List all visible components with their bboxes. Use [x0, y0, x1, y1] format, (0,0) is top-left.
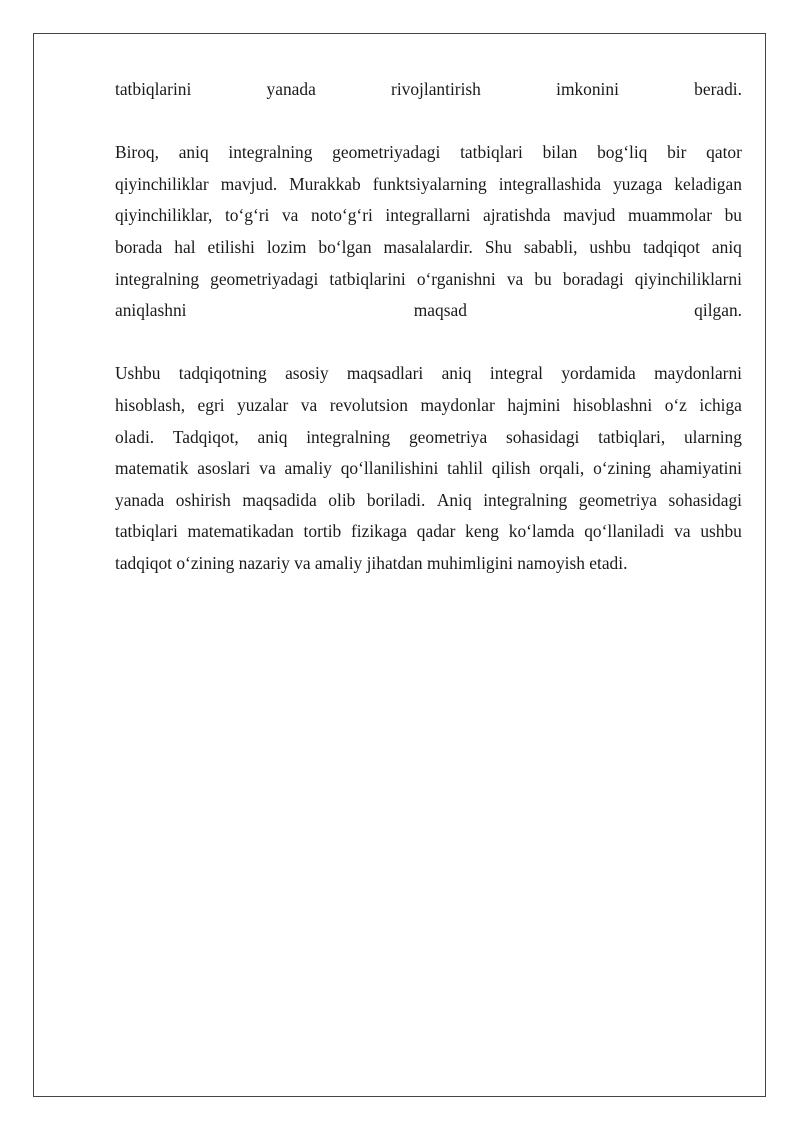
word: fizikaga: [351, 521, 408, 542]
word: va: [259, 458, 276, 479]
word: sohasidagi: [505, 426, 580, 447]
word: lozim: [266, 236, 307, 257]
word: etilishi: [207, 236, 255, 257]
word: mavjud.: [220, 173, 278, 194]
word: integral: [489, 363, 543, 384]
word: bog‘liq: [597, 142, 648, 163]
word: qo‘llaniladi: [584, 521, 665, 542]
word: yanada: [266, 79, 316, 99]
word: asosiy: [285, 363, 329, 384]
word: aniq: [711, 236, 742, 257]
word: matematikadan: [187, 521, 294, 542]
word: aniqlashni: [115, 300, 187, 321]
word: o‘rganishni: [416, 268, 496, 289]
word: aniq: [257, 426, 288, 447]
word: oshirish: [175, 489, 231, 510]
word: maydonlar: [420, 394, 495, 415]
word: sababli,: [523, 236, 578, 257]
word: geometriya: [408, 426, 488, 447]
text-line: [115, 453, 742, 485]
text-line: [115, 422, 742, 454]
word: egri: [197, 394, 225, 415]
word: keng: [465, 521, 499, 542]
text-line: tadqiqot o‘zining nazariy va amaliy jihatdan muhimligini namoyish etadi.: [115, 552, 628, 573]
word: tatbiqlarini: [115, 79, 192, 99]
word: geometriya: [578, 489, 658, 510]
word: tatbiqlari: [115, 521, 178, 542]
word: revolutsion: [329, 394, 408, 415]
text-line: [115, 137, 742, 169]
word: amaliy: [284, 458, 332, 479]
word: rivojlantirish: [391, 79, 481, 99]
word: integrallarni: [385, 205, 471, 226]
word: imkonini: [556, 79, 619, 99]
word: aniq: [178, 142, 209, 163]
document-body: [115, 74, 742, 580]
word: tatbiqlarini: [329, 268, 406, 289]
word: tadqiqotning: [178, 363, 267, 384]
word: oladi.: [115, 426, 155, 447]
word: ajratishda: [483, 205, 551, 226]
word: Tadqiqot,: [172, 426, 239, 447]
word: geometriyadagi: [210, 268, 319, 289]
word: muammolar: [627, 205, 713, 226]
word: olib: [328, 489, 356, 510]
text-line: [115, 485, 742, 517]
word: maqsad: [413, 300, 467, 321]
text-line: [115, 232, 742, 264]
word: o‘zining: [593, 458, 652, 479]
word: bilan: [542, 142, 578, 163]
word: mavjud: [563, 205, 616, 226]
word: Aniq: [436, 489, 472, 510]
word: qiyinchiliklar,: [115, 205, 213, 226]
word: bir: [667, 142, 687, 163]
word: sohasidagi: [668, 489, 742, 510]
word: integralning: [483, 489, 568, 510]
word: integralning: [228, 142, 313, 163]
paragraph: [115, 358, 742, 579]
word: Murakkab: [289, 173, 361, 194]
word: Shu: [484, 236, 512, 257]
text-line: [115, 295, 742, 327]
word: asoslari: [197, 458, 251, 479]
word: ularning: [683, 426, 742, 447]
paragraph: [115, 137, 742, 327]
word: Biroq,: [115, 142, 159, 163]
word: va: [506, 268, 524, 289]
word: yordamida: [561, 363, 636, 384]
paragraph: [115, 74, 742, 106]
word: maydonlarni: [654, 363, 742, 384]
word: ushbu: [589, 236, 631, 257]
word: qo‘llanilishini: [340, 458, 439, 479]
word: qiyinchiliklar: [115, 173, 209, 194]
word: qadar: [416, 521, 456, 542]
text-line: [115, 74, 742, 106]
word: yanada: [115, 489, 165, 510]
word: o‘z: [664, 394, 687, 415]
word: to‘g‘ri: [224, 205, 270, 226]
word: integralning: [306, 426, 391, 447]
paragraph-gap: [115, 106, 742, 138]
word: tahlil: [447, 458, 483, 479]
text-line: [115, 169, 742, 201]
word: hisoblashni: [572, 394, 653, 415]
text-line: [115, 264, 742, 296]
word: maqsadlari: [346, 363, 424, 384]
word: matematik: [115, 458, 189, 479]
word: yuzaga: [613, 173, 663, 194]
word: borada: [115, 236, 163, 257]
text-line: [115, 390, 742, 422]
word: va: [300, 394, 318, 415]
word: hajmini: [507, 394, 561, 415]
word: masalalardir.: [383, 236, 473, 257]
word: noto‘g‘ri: [311, 205, 373, 226]
word: integralning: [115, 268, 200, 289]
word: va: [281, 205, 299, 226]
word: qator: [706, 142, 742, 163]
text-line: [115, 516, 742, 548]
word: funktsiyalarning: [372, 173, 487, 194]
word: bu: [534, 268, 552, 289]
word: integrallashida: [498, 173, 602, 194]
word: Ushbu: [115, 363, 161, 384]
text-line: [115, 358, 742, 390]
text-line: [115, 200, 742, 232]
word: va: [674, 521, 691, 542]
word: tortib: [303, 521, 342, 542]
word: qilgan.: [694, 300, 742, 321]
word: ichiga: [699, 394, 742, 415]
word: ahamiyatini: [659, 458, 742, 479]
word: keladigan: [674, 173, 742, 194]
word: tatbiqlari,: [598, 426, 666, 447]
paragraph-gap: [115, 327, 742, 359]
word: geometriyadagi: [332, 142, 441, 163]
word: hal: [174, 236, 196, 257]
word: maqsadida: [242, 489, 317, 510]
word: tadqiqot: [642, 236, 700, 257]
word: boradagi: [562, 268, 624, 289]
word: boriladi.: [366, 489, 426, 510]
word: ko‘lamda: [508, 521, 575, 542]
word: bu: [724, 205, 742, 226]
word: qiyinchiliklarni: [634, 268, 742, 289]
word: tatbiqlari: [460, 142, 523, 163]
word: beradi.: [694, 79, 742, 99]
word: hisoblash,: [115, 394, 186, 415]
word: ushbu: [700, 521, 742, 542]
word: qilish: [491, 458, 531, 479]
word: aniq: [441, 363, 472, 384]
word: bo‘lgan: [318, 236, 372, 257]
word: yuzalar: [237, 394, 289, 415]
word: orqali,: [539, 458, 585, 479]
